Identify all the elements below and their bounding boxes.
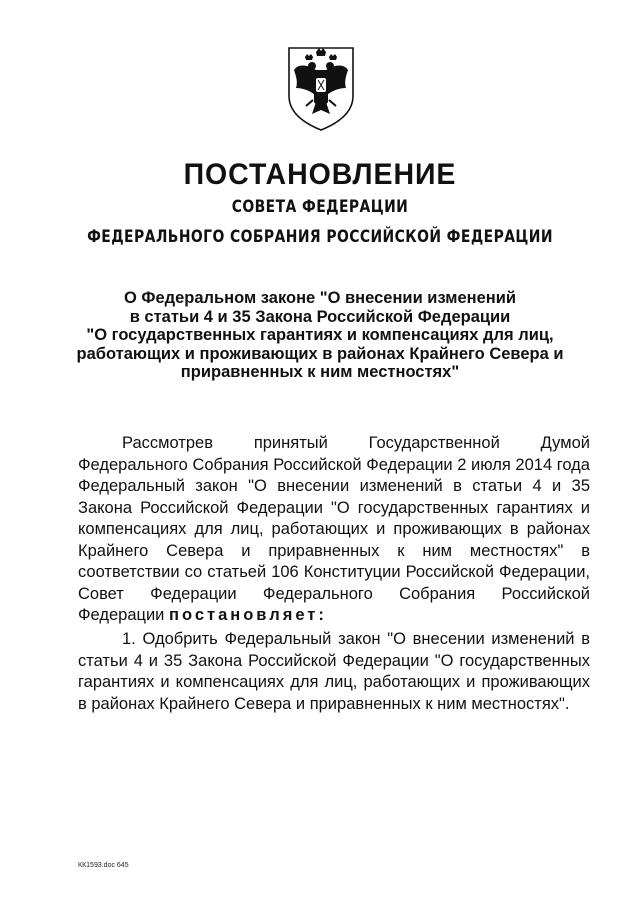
heading-line: работающих и проживающих в районах Крайнего Севера и xyxy=(76,344,564,363)
heading-line: "О государственных гарантиях и компенсациях для лиц, xyxy=(86,326,554,344)
heading-line: в статьи 4 и 35 Закона Российской Федерации xyxy=(129,307,511,326)
document-subtitle-line2: ФЕДЕРАЛЬНОГО СОБРАНИЯ РОССИЙСКОЙ ФЕДЕРАЦИИ xyxy=(87,227,553,247)
coat-of-arms-icon xyxy=(286,44,356,132)
footer-code: КК1593.doc 645 xyxy=(78,862,129,869)
decides-word: постановляет: xyxy=(169,606,327,624)
document-title: ПОСТАНОВЛЕНИЕ xyxy=(183,158,457,191)
document-subtitle-line1: СОВЕТА ФЕДЕРАЦИИ xyxy=(231,197,409,217)
document-heading xyxy=(60,289,580,382)
heading-line: О Федеральном законе "О внесении изменений xyxy=(123,289,517,307)
paragraph-item-1: 1. Одобрить Федеральный закон "О внесении изменений в статьи 4 и 35 Закона Российской Федерации "О государственных гарантиях и компенсациях для лиц, работающих и проживающих в районах Крайнего Севера и приравненных к ним местностях". xyxy=(78,630,590,713)
heading-line: приравненных к ним местностях" xyxy=(180,363,460,381)
paragraph-preamble xyxy=(78,433,590,627)
paragraph-preamble-text: Рассмотрев принятый Государственной Думой Федерального Собрания Российской Федерации 2 июля 2014 года Федеральный закон "О внесении изменений в статьи 4 и 35 Закона Российской Федерации "О государственных гарантиях и компенсациях для лиц, работающих и проживающих в районах Крайнего Севера и приравненных к ним местностях" в соответствии со статьей 106 Конституции Российской Федерации, Совет Федерации Федерального Собрания Российской Федерации xyxy=(78,434,590,624)
